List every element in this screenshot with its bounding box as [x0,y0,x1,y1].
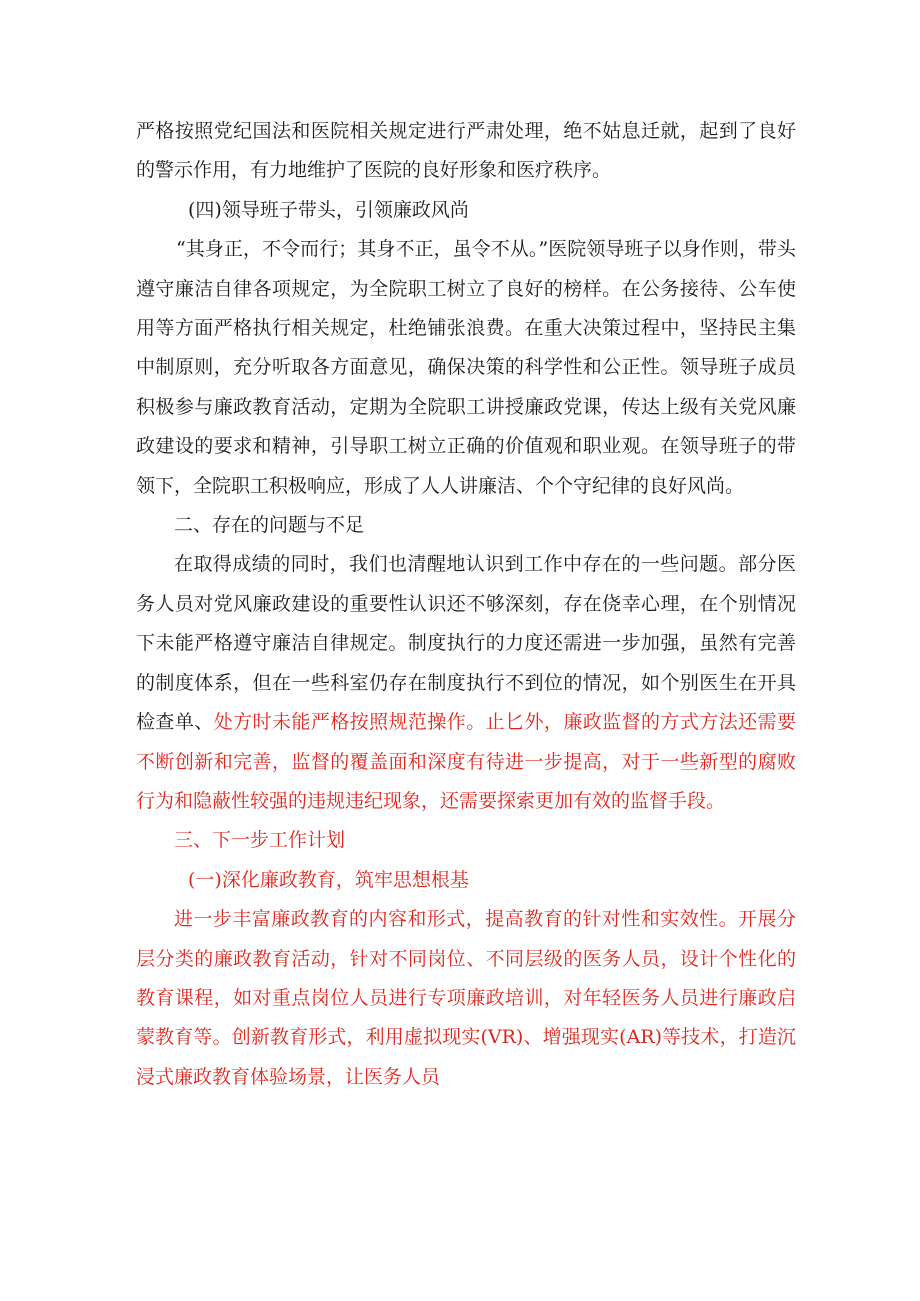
section-heading-education: (一)深化廉政教育，筑牢思想根基 [188,868,469,891]
document-page [136,112,796,1097]
paragraph-education: 进一步丰富廉政教育的内容和形式，提高教育的针对性和实效性。开展分层分类的廉政教育活动，针对不同岗位、不同层级的医务人员，设计个性化的教育课程，如对重点岗位人员进行专项廉政培训，对年轻医务人员进行廉政启蒙教育等。创新教育形式，利用虚拟现实(VR)、增强现实(AR)等技术，打造沉浸式廉政教育体验场景，让医务人员 [136,908,796,1088]
section-heading-plan: 三、下一步工作计划 [174,829,346,852]
paragraph-leadership: “其身正，不令而行；其身不正，虽令不从。”医院领导班子以身作则，带头遵守廉洁自律各项规定，为全院职工树立了良好的榜样。在公务接待、公车使用等方面严格执行相关规定，杜绝铺张浪费。在重大决策过程中，坚持民主集中制原则，充分听取各方面意见，确保决策的科学性和公正性。领导班子成员积极参与廉政教育活动，定期为全院职工讲授廉政党课，传达上级有关党风廉政建设的要求和精神，引导职工树立正确的价值观和职业观。在领导班子的带领下，全院职工积极响应，形成了人人讲廉洁、个个守纪律的良好风尚。 [136,238,796,497]
paragraph-continuation: 严格按照党纪国法和医院相关规定进行严肃处理，绝不姑息迁就，起到了良好的警示作用，有力地维护了医院的良好形象和医疗秩序。 [136,120,796,182]
section-heading-leadership: (四)领导班子带头，引领廉政风尚 [188,198,469,221]
section-heading-problems: 二、存在的问题与不足 [174,514,365,537]
paragraph-problems-text: 在取得成绩的同时，我们也清醒地认识到工作中存在的一些问题。部分医务人员对党风廉政建设的重要性认识还不够深刻，存在侥幸心理，在个别情况下未能严格遵守廉洁自律规定。制度执行的力度还需进一步加强，虽然有完善的制度体系，但在一些科室仍存在制度执行不到位的情况，如个别医生在开具检查单、 [136,553,796,734]
paragraph-problems-highlight: 处方时未能严格按照规范操作。止匕外，廉政监督的方式方法还需要不断创新和完善，监督的覆盖面和深度有待进一步提高，对于一些新型的腐败行为和隐蔽性较强的违规违纪现象，还需要探索更加有效的监督手段。 [136,711,796,812]
paragraph-problems [136,545,796,821]
